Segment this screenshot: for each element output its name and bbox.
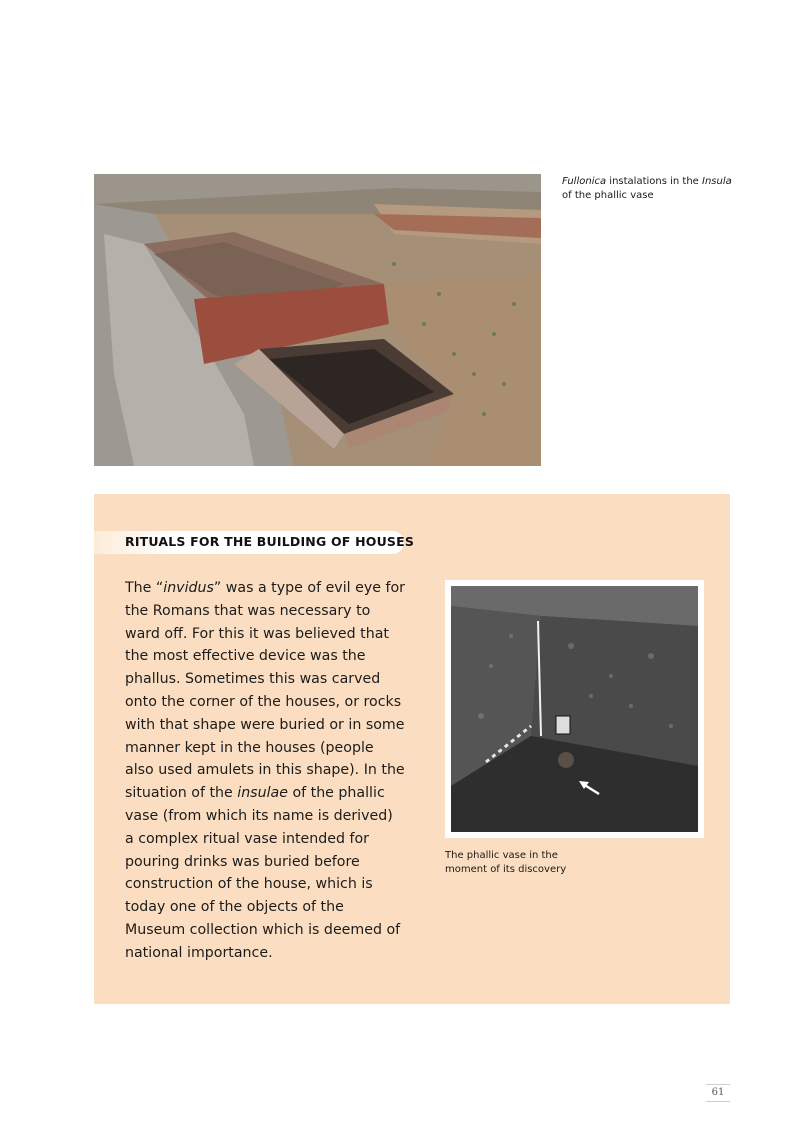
phallic-vase-photo [451, 586, 698, 832]
body-paragraph [125, 577, 405, 965]
section-heading: RITUALS FOR THE BUILDING OF HOUSES [125, 534, 415, 549]
fullonica-photo [94, 174, 541, 466]
caption-text: of the phallic vase [562, 190, 654, 201]
caption-text: instalations in the [606, 176, 702, 187]
fullonica-photo-caption [562, 175, 742, 203]
phallic-vase-photo-frame [445, 580, 704, 838]
page-number: 61 [706, 1084, 730, 1102]
italic-term: invidus [163, 580, 214, 596]
phallic-vase-caption: The phallic vase in the moment of its discovery [445, 850, 567, 875]
caption-italic-term: Insula [702, 176, 732, 187]
caption-italic-term: Fullonica [562, 176, 607, 187]
paragraph-text: of the phallic vase (from which its name is derived) a complex ritual vase intended for pouring drinks was buried before construction of the house, which is today one of the objects of the Museum collection which is deemed of national importance. [125, 785, 401, 961]
italic-term: insulae [237, 785, 288, 802]
phallic-vase-photo-graphic [451, 586, 698, 832]
paragraph-text: The “ [125, 580, 164, 596]
rituals-panel [94, 494, 730, 1004]
paragraph-text: ” was a type of evil eye for the Romans that was necessary to ward off. For this it was believed that the most effective device was the phallus. Sometimes this was carved onto the corner of the houses, or rocks with that shape were buried or in some manner kept in the houses (people also used amulets in this shape). In the situation of the [125, 580, 405, 802]
fullonica-photo-graphic [94, 174, 541, 466]
